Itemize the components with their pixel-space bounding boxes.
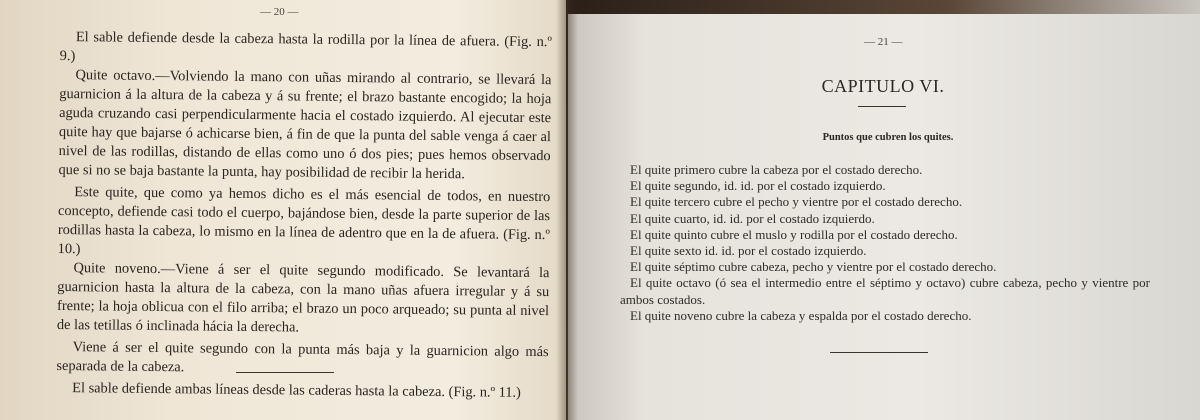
left-page-body (56, 28, 552, 403)
paragraph: Quite noveno.—Viene á ser el quite segundo modificado. Se levantará la guarnicion hasta la altura de la cabeza, con la mano uñas afuera irregular y á su frente; la hoja oblicua con el filo arriba; el brazo un poco arqueado; su punta al nivel de las tetillas ó inclinada hácia la derecha. (56, 260, 550, 336)
list-item: El quite primero cubre la cabeza por el costado derecho. (630, 162, 923, 177)
chapter-title: CAPITULO VI. (821, 76, 945, 96)
end-rule (830, 352, 928, 353)
background-strip (568, 0, 1200, 14)
end-rule (236, 372, 334, 373)
list-item: El quite sexto id. id. por el costado izquierdo. (630, 243, 867, 259)
section-subtitle: Puntos que cubren los quites. (822, 132, 954, 143)
list-item: El quite séptimo cubre cabeza, pecho y vientre por el costado derecho. (630, 259, 997, 275)
title-rule (858, 106, 906, 107)
list-item: El quite octavo (ó sea el intermedio entre el séptimo y octavo) cubre cabeza, pecho y vientre por ambos costados. (620, 275, 1150, 307)
list-item: El quite cuarto, id. id. por el costado izquierdo. (630, 210, 875, 226)
page-number: — 20 — (260, 6, 299, 18)
left-page (0, 0, 566, 420)
list-item: El quite quinto cubre el muslo y rodilla por el costado derecho. (630, 226, 958, 242)
list-item: El quite tercero cubre el pecho y vientre por el costado derecho. (630, 194, 963, 210)
page-number: — 21 — (864, 36, 903, 48)
paragraph: El sable defiende desde la cabeza hasta la rodilla por la línea de afuera. (Fig. n.º 9.) (59, 29, 552, 65)
paragraph: Este quite, que como ya hemos dicho es el más esencial de todos, en nuestro concepto, defiende casi todo el cuerpo, bajándose bien, desde la parte superior de las rodillas hasta la cabeza, lo mismo en la línea de adentro que en la de afuera. (Fig. n.º 10.) (57, 184, 551, 258)
list-item: El quite segundo, id. id. por el costado izquierdo. (630, 178, 886, 194)
list-item: El quite noveno cubre la cabeza y espalda por el costado derecho. (630, 307, 972, 323)
paragraph: Viene á ser el quite segundo con la punta más baja y la guarnicion algo más separada de la cabeza. (56, 339, 549, 376)
book-gutter (556, 0, 578, 420)
paragraph: El sable defiende ambas líneas desde las caderas hasta la cabeza. (Fig. n.º 11.) (72, 380, 521, 401)
paragraph: Quite octavo.—Volviendo la mano con uñas mirando al contrario, se llevará la guarnicion á la altura de la cabeza y á su frente; el brazo bastante encogido; la hoja aguda cruzando casi perpendicularmente hacia el costado izquierdo. Al ejecutar este quite hay que bajarse ó achicarse bien, á fin de que la punta del sable venga á caer al nivel de las rodillas, distando de ellas como uno ó dos pies; pues hemos observado que si no se baja bastante la punta, hay posibilidad de recibir la herida. (58, 67, 552, 183)
right-page (568, 14, 1200, 420)
right-page-body (620, 162, 1150, 324)
